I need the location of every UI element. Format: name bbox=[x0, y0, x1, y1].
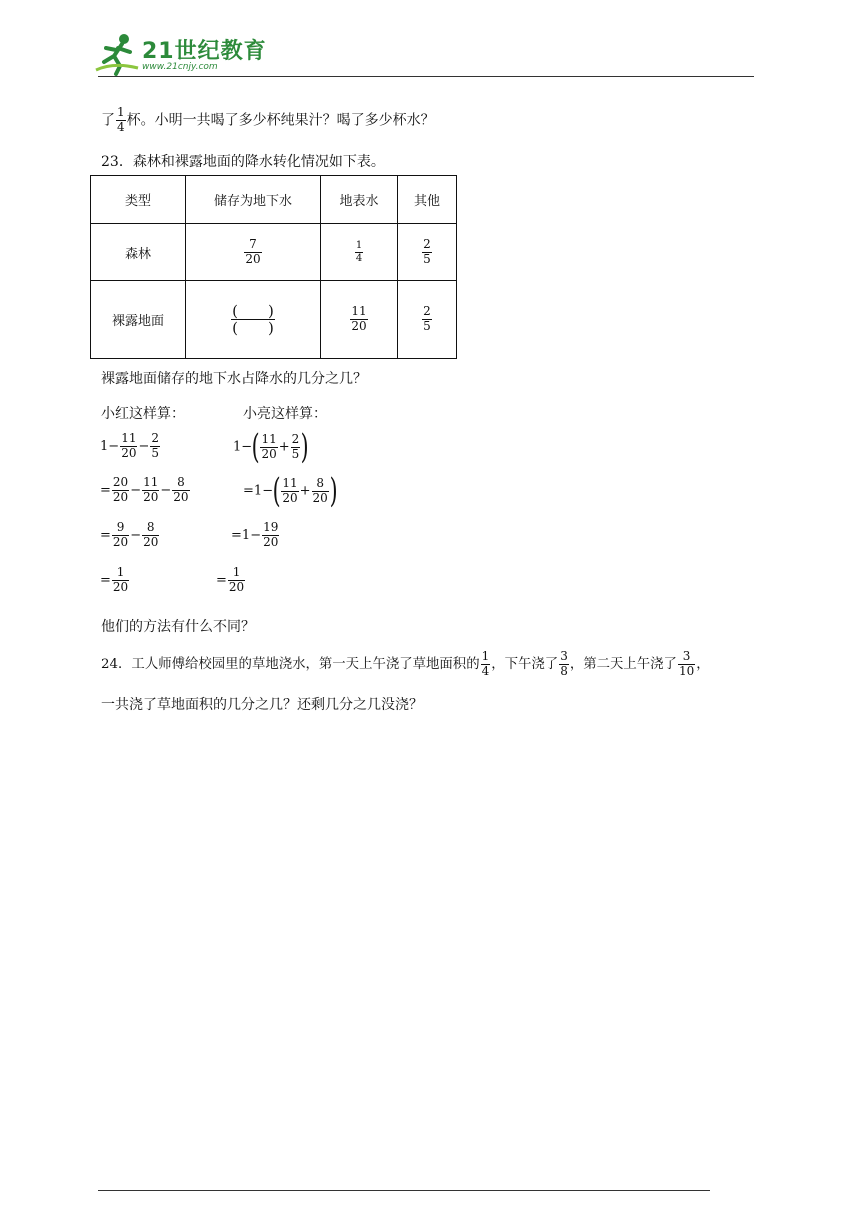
fraction: $\frac{11}{20}$ bbox=[121, 431, 137, 460]
q24-line-2: 一共浇了草地面积的几分之几？还剩几分之几没浇？ bbox=[101, 697, 423, 713]
precipitation-table bbox=[90, 175, 457, 359]
table-cell: 森林 bbox=[91, 224, 186, 281]
logo-title: 21世纪教育 bbox=[142, 39, 267, 64]
xiaohong-step-2: = $\frac{20}{20}$ − $\frac{11}{20}$ − $\frac{8}{20}$ bbox=[100, 475, 189, 504]
fraction: $\frac{1}{4}$ bbox=[117, 105, 125, 134]
fraction: $\frac{7}{20}$ bbox=[245, 236, 261, 266]
fraction: $\frac{2}{5}$ bbox=[291, 431, 300, 461]
fraction: $\frac{8}{20}$ bbox=[143, 520, 159, 549]
xiaoliang-step-4: = $\frac{1}{20}$ bbox=[216, 565, 245, 594]
table-cell bbox=[186, 281, 321, 359]
fraction: $\frac{8}{20}$ bbox=[312, 475, 328, 505]
xiaohong-step-3: = $\frac{9}{20}$ − $\frac{8}{20}$ bbox=[100, 520, 159, 549]
fraction: $\frac{2}{5}$ bbox=[423, 236, 431, 266]
xiaohong-step-4: = $\frac{1}{20}$ bbox=[100, 565, 129, 594]
xiaohong-step-1: 1− $\frac{11}{20}$ − $\frac{2}{5}$ bbox=[100, 431, 160, 460]
q24-line-1: 24．工人师傅给校园里的草地浇水，第一天上午浇了草地面积的 $\frac{1}{4}$ ，下午浇了 $\frac{3}{8}$ ，第二天上午浇了 $\frac{3}{10}$ ， bbox=[101, 649, 710, 678]
table-cell bbox=[398, 281, 457, 359]
q23-title: 23．森林和裸露地面的降水转化情况如下表。 bbox=[101, 154, 385, 170]
q22-tail bbox=[101, 106, 435, 135]
xiaoliang-label: 小亮这样算： bbox=[243, 406, 327, 422]
fraction: $\frac{3}{8}$ bbox=[560, 649, 568, 678]
fraction: $\frac{1}{20}$ bbox=[228, 565, 245, 594]
q22-prefix: 了 bbox=[101, 112, 115, 129]
fraction: $\frac{19}{20}$ bbox=[263, 520, 279, 549]
blank-fraction[interactable]: $\frac{( )}{( )}$ bbox=[232, 301, 274, 337]
table-cell bbox=[398, 224, 457, 281]
fraction: $\frac{1}{4}$ bbox=[481, 649, 490, 678]
table-header: 类型 bbox=[91, 176, 186, 224]
fraction: $\frac{9}{20}$ bbox=[112, 520, 129, 549]
q23-question: 裸露地面储存的地下水占降水的几分之几？ bbox=[101, 371, 367, 387]
fraction: $\frac{11}{20}$ bbox=[261, 431, 277, 461]
xiaoliang-step-3: =1− $\frac{19}{20}$ bbox=[231, 520, 279, 549]
table-row bbox=[91, 281, 457, 359]
fraction: $\frac{11}{20}$ bbox=[351, 304, 367, 333]
fraction: $\frac{2}{5}$ bbox=[423, 304, 431, 333]
q23-followup: 他们的方法有什么不同？ bbox=[101, 619, 255, 635]
table-cell bbox=[321, 224, 398, 281]
fraction: $\frac{1}{4}$ bbox=[355, 240, 363, 264]
table-header: 其他 bbox=[398, 176, 457, 224]
fraction: $\frac{11}{20}$ bbox=[282, 475, 298, 505]
fraction: $\frac{8}{20}$ bbox=[173, 475, 189, 504]
footer-divider bbox=[98, 1190, 710, 1191]
table-cell bbox=[321, 281, 398, 359]
runner-icon bbox=[94, 32, 140, 76]
table-header: 地表水 bbox=[321, 176, 398, 224]
fraction: $\frac{20}{20}$ bbox=[112, 475, 129, 504]
table-row bbox=[91, 224, 457, 281]
table-header: 储存为地下水 bbox=[186, 176, 321, 224]
fraction: $\frac{2}{5}$ bbox=[151, 431, 160, 460]
table-cell: 裸露地面 bbox=[91, 281, 186, 359]
fraction: $\frac{3}{10}$ bbox=[678, 649, 695, 678]
q22-suffix: 杯。小明一共喝了多少杯纯果汁？喝了多少杯水？ bbox=[126, 112, 435, 129]
site-logo bbox=[94, 32, 267, 76]
logo-url: www.21cnjy.com bbox=[142, 62, 218, 72]
xiaoliang-step-1: 1−( $\frac{11}{20}$ + $\frac{2}{5}$ ) bbox=[233, 427, 309, 467]
xiaoliang-step-2: =1−( $\frac{11}{20}$ + $\frac{8}{20}$ ) bbox=[243, 471, 338, 511]
xiaohong-label: 小红这样算： bbox=[101, 406, 185, 422]
header-divider bbox=[98, 76, 754, 77]
fraction: $\frac{1}{20}$ bbox=[112, 565, 129, 594]
fraction: $\frac{11}{20}$ bbox=[143, 475, 159, 504]
table-cell bbox=[186, 224, 321, 281]
